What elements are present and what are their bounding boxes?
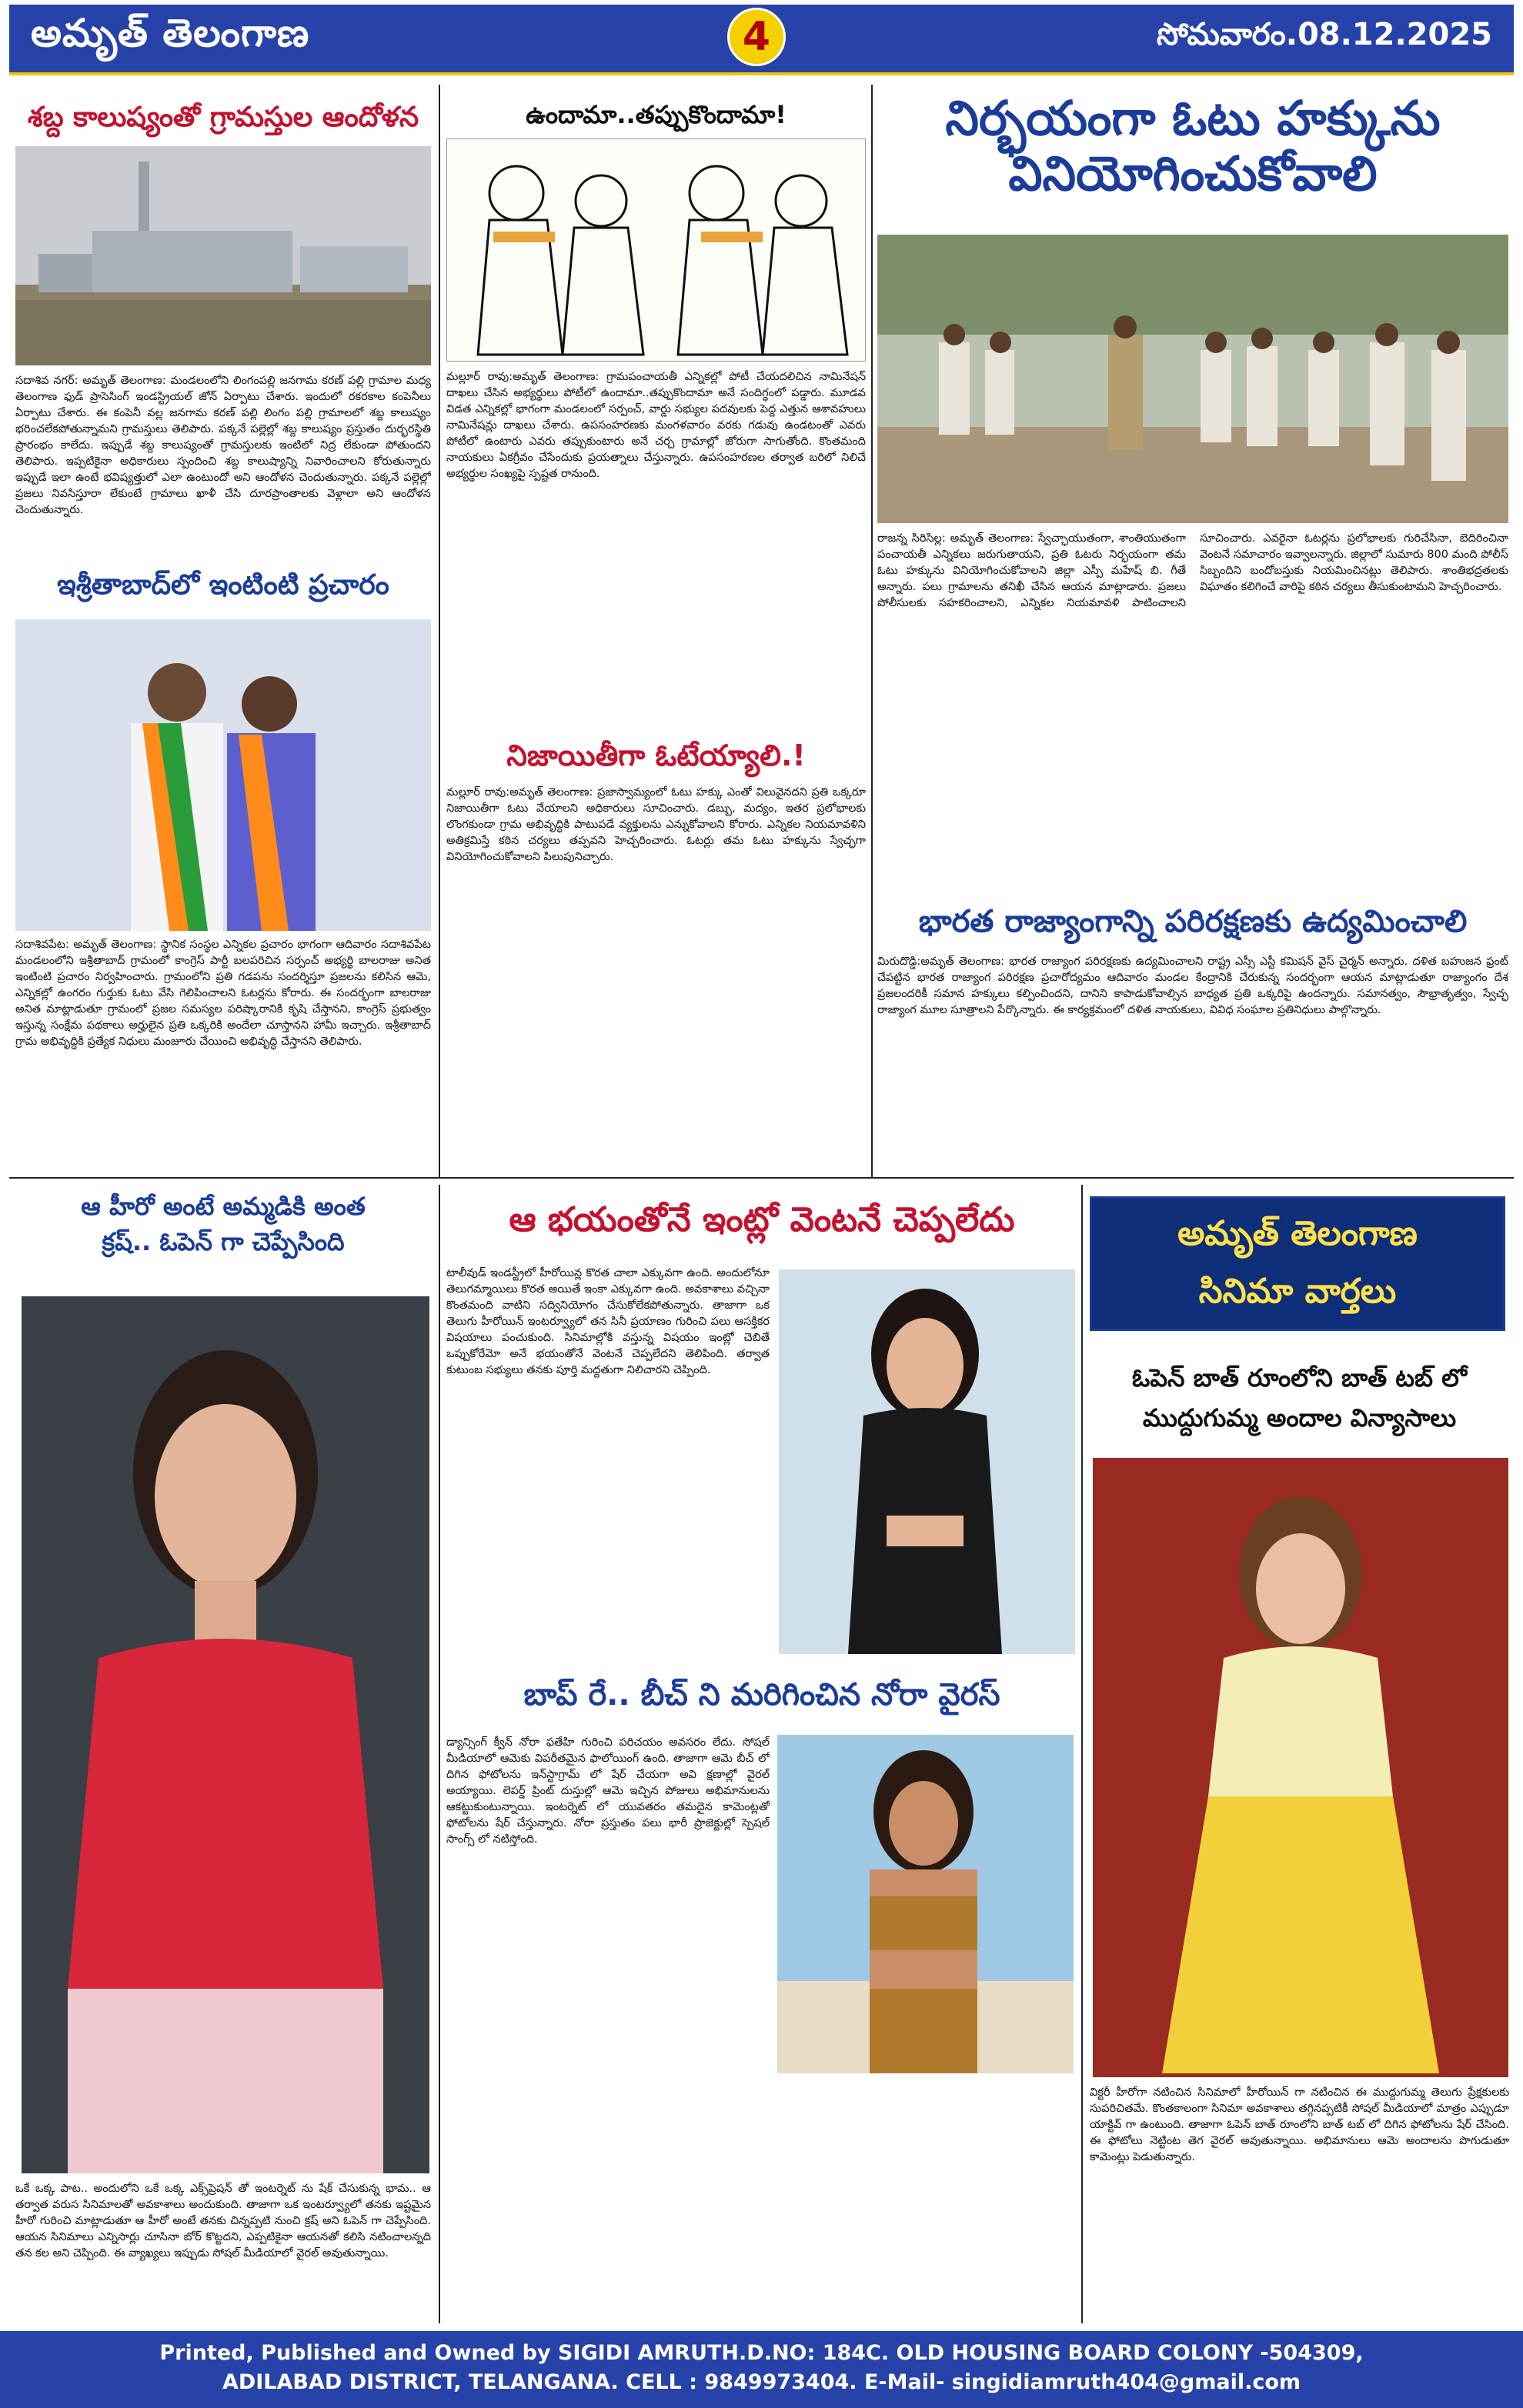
- police-meeting-photo: [877, 235, 1508, 523]
- actress-photo-2: [779, 1269, 1075, 1654]
- story2-headline: ఇశ్రీతాబాద్‌లో ఇంటింటి ప్రచారం: [57, 569, 389, 601]
- story5-headline: [877, 91, 1508, 202]
- story6-body: మిరుదొడ్డి:అమృత్ తెలంగాణ: భారత రాజ్యాంగ పరిరక్షణకు ఉద్యమించాలని రాష్ట్ర ఎస్సీ ఎస్టీ కమిషన్ వైస్ చైర్మన్ అన్నారు. దళిత బహుజన ఫ్రంట్ చేపట్టిన భారత రాజ్యాంగ పరిరక్షణ ప్రచారోద్యమం ఆదివారం మండల కేంద్రానికి చేరుకున్న సందర్భంగా ఆయన మాట్లాడుతూ రాజ్యాంగం దేశ ప్రజలందరికీ సమాన హక్కులు కల్పించిందని, దానిని కాపాడుకోవాల్సిన బాధ్యత ప్రతి ఒక్కరిపై ఉందన్నారు. సమానత్వం, సౌభ్రాతృత్వం, స్వేచ్ఛ రాజ్యాంగ మూల సూత్రాలని పేర్కొన్నారు. ఈ కార్యక్రమంలో దళిత నాయకులు, వివిధ సంఘాల ప్రతినిధులు పాల్గొన్నారు.: [877, 956, 1508, 1016]
- story8-headline: ఆ భయంతోనే ఇంట్లో వెంటనే చెప్పలేదు: [509, 1200, 1015, 1239]
- story6-headline: భారత రాజ్యాంగాన్ని పరిరక్షణకు ఉద్యమించాలి: [918, 904, 1468, 939]
- story4-body: మల్లూర్ రావు:అమృత్ తెలంగాణ: ప్రజాస్వామ్యంలో ఓటు హక్కు ఎంతో విలువైనదని ప్రతి ఒక్కరూ నిజాయితీగా ఓటు వేయాలని అధికారులు సూచించారు. డబ్బు, మద్యం, ఇతర ప్రలోభాలకు లొంగకుండా గ్రామ అభివృద్ధికి పాటుపడే వ్యక్తులను ఎన్నుకోవాలని కోరారు. ఎన్నికల నియమావళిని అతిక్రమిస్తే కఠిన చర్యలు తప్పవని హెచ్చరించారు. ఓటర్లు తమ ఓటు హక్కును స్వేచ్ఛగా వినియోగించుకోవాలని పిలుపునిచ్చారు.: [446, 786, 866, 863]
- story7-headline-line2: క్రష్.. ఓపెన్ గా చెప్పేసింది: [102, 1227, 345, 1256]
- story1-body: సదాశివ నగర్: అమృత్ తెలంగాణ: మండలంలోని లింగంపల్లి జనగామ కరణ్ పల్లి గ్రామాల మధ్య తెలంగాణ ఫుడ్ ప్రాసెసింగ్ ఇండస్ట్రియల్ జోన్ ఏర్పాటు చేశారు. ఇందులో రకరకాల కంపెనీలు ఏర్పాటు చేశారు. ఈ కంపెనీ వల్ల జనగామ కరణ్ పల్లి లింగం పల్లి గ్రామాలలో శబ్ద కాలుష్యం భరించలేకపోతున్నామని గ్రామస్తులు తెలిపారు. పక్కనే పల్లెల్లో శబ్ద కాలుష్యం ప్రస్తుతం దుర్భరస్థితి ప్రారంభం కాలేదు. ఇప్పుడే శబ్ద కాలుష్యంతో గ్రామస్తులకు ఇంటిలో నిద్ర లేకుండా పోతుందని తెలిపారు. ఇప్పటికైనా అధికారులు స్పందించి శబ్ద కాలుష్యాన్ని నివారించాలని కోరుతున్నారు ఇప్పుడే ఇలా ఉంటే భవిష్యత్తులో ఎలా ఉంటుందో అని ఆందోళన చెందుతున్నారు. పక్కనే పల్లెల్లో ప్రజలు నివసిస్తూరా లేకుంటే గ్రామాలు ఖాళీ చేసి దూరప్రాంతాలకు వెళ్లాలా అని ఆందోళన చెందుతున్నారు.: [15, 375, 431, 516]
- page-number: 4: [727, 8, 786, 66]
- story10-headline: [1090, 1358, 1509, 1438]
- story7-headline-line1: ఆ హీరో అంటే అమ్మడికి అంత: [81, 1192, 366, 1221]
- masthead-date: సోమవారం.08.12.2025: [1157, 17, 1492, 52]
- section-divider: [9, 1177, 1514, 1179]
- story4-headline: నిజాయితీగా ఓటేయ్యాలి.!: [506, 739, 806, 772]
- story9-body-part2: [446, 2077, 1074, 2323]
- banner-line1: అమృత్ తెలంగాణ: [1177, 1214, 1418, 1253]
- story10-headline-line2: ముద్దుగుమ్మ అందాల విన్యాసాలు: [1142, 1403, 1457, 1432]
- banner-line2: సినిమా వార్తలు: [1198, 1272, 1397, 1311]
- story5-headline-line1: నిర్భయంగా ఓటు హక్కును: [945, 90, 1441, 146]
- column-divider: [1081, 1185, 1083, 2323]
- footer-line2: ADILABAD DISTRICT, TELANGANA. CELL : 9849973404. E-Mail- singidiamruth404@gmail.com: [222, 2370, 1301, 2394]
- cinema-news-banner: [1090, 1196, 1505, 1331]
- column-divider: [439, 85, 440, 1177]
- actress-photo-1: [22, 1296, 429, 2173]
- story10-body: విక్టరీ హీరోగా నటించిన సినిమాలో హీరోయిన్ గా నటించిన ఈ ముద్దుగుమ్మ తెలుగు ప్రేక్షకులకు సుపరిచితమే. కొంతకాలంగా సినిమా అవకాశాలు తగ్గినప్పటికీ సోషల్ మీడియాలో మాత్రం ఎప్పుడూ యాక్టివ్ గా ఉంటుంది. తాజాగా ఓపెన్ బాత్ రూంలోని బాత్ టబ్ లో దిగిన ఫోటోలను షేర్ చేసింది. ఈ ఫోటోలు నెట్టింట తెగ వైరల్ అవుతున్నాయి. అభిమానులు ఆమె అందాలను పొగుడుతూ కామెంట్లు పెడుతున్నారు.: [1090, 2086, 1509, 2163]
- column-divider: [439, 1185, 440, 2323]
- actress-photo-4: [1093, 1458, 1508, 2077]
- footer-line1: Printed, Published and Owned by SIGIDI AMRUTH.D.NO: 184C. OLD HOUSING BOARD COLONY -504309,: [159, 2341, 1364, 2365]
- actress-photo-3: [777, 1735, 1074, 2073]
- story10-headline-line1: ఓపెన్ బాత్ రూంలోని బాత్ టబ్ లో: [1131, 1363, 1468, 1392]
- column-divider: [871, 85, 873, 1177]
- masthead-brand: అమృత్ తెలంగాణ: [31, 11, 310, 55]
- story8-body: టాలీవుడ్ ఇండస్ట్రీలో హీరోయిన్ల కొరత చాలా ఎక్కువగా ఉంది. అందులోనూ తెలుగమ్మాయిలు కొరత అయితే ఇంకా ఎక్కువగా ఉంది. అవకాశాలు వచ్చినా కొంతమంది వాటిని సద్వినియోగం చేసుకోలేకపోతున్నారు. తాజాగా ఒక తెలుగు హీరోయిన్ ఇంటర్వ్యూలో తన సినీ ప్రయాణం గురించి పలు ఆసక్తికర విషయాలు పంచుకుంది. సినిమాల్లోకి వస్తున్న విషయం ఇంట్లో చెబితే ఒప్పుకోరేమో అనే భయంతోనే వెంటనే చెప్పలేదని తెలిపింది. తర్వాత కుటుంబ సభ్యులు తనకు పూర్తి మద్దతుగా నిలిచారని చెప్పింది.: [446, 1267, 770, 1376]
- footer: [0, 2331, 1523, 2408]
- cartoon-headline: ఉందామా..తప్పుకొందామా!: [526, 100, 787, 129]
- story9-headline: బాప్ రే.. బీచ్ ని మరిగించిన నోరా వైరస్: [523, 1677, 1000, 1713]
- candidates-photo: [15, 619, 431, 931]
- story7-headline: [15, 1189, 431, 1259]
- story5-body: రాజన్న సిరిసిల్ల: అమృత్ తెలంగాణ: స్వేచ్ఛాయుతంగా, శాంతియుతంగా పంచాయతీ ఎన్నికలు జరుగుతాయని, ప్రతి ఓటరు నిర్భయంగా తమ ఓటు హక్కును వినియోగించుకోవాలని జిల్లా ఎస్పీ మహేష్ బి. గీతే అన్నారు. పలు గ్రామాలను తనిఖీ చేసిన ఆయన మాట్లాడారు. ప్రజలు పోలీసులకు సహకరించాలని, ఎన్నికల నియమావళి పాటించాలని సూచించారు. ఎవరైనా ఓటర్లను ప్రలోభాలకు గురిచేసినా, బెదిరించినా వెంటనే సమాచారం ఇవ్వాలన్నారు. జిల్లాలో సుమారు 800 మంది పోలీస్ సిబ్బందిని బందోబస్తుకు నియమించినట్లు తెలిపారు. శాంతిభద్రతలకు విఘాతం కలిగించే వారిపై కఠిన చర్యలు తీసుకుంటామని హెచ్చరించారు.: [877, 532, 1508, 609]
- story9-body-part1: డ్యాన్సింగ్ క్వీన్ నోరా ఫతేహి గురించి పరిచయం అవసరం లేదు. సోషల్ మీడియాలో ఆమెకు విపరీతమైన ఫాలోయింగ్ ఉంది. తాజాగా ఆమె బీచ్ లో దిగిన ఫోటోలను ఇన్‌స్టాగ్రామ్ లో షేర్ చేయగా అవి క్షణాల్లో వైరల్ అయ్యాయి. లెపర్డ్ ప్రింట్ దుస్తుల్లో ఆమె ఇచ్చిన పోజులు అభిమానులను ఆకట్టుకుంటున్నాయి. ఇంటర్నెట్ లో యువతరం తమదైన కామెంట్లతో ఫోటోలను షేర్ చేస్తున్నారు. నోరా ప్రస్తుతం పలు భారీ ప్రాజెక్టుల్లో స్పెషల్ సాంగ్స్ లో నటిస్తోంది.: [446, 1736, 770, 1846]
- factory-photo: [15, 146, 431, 365]
- story7-body: ఒకే ఒక్క పాట.. అందులోని ఒకే ఒక్క ఎక్స్‌ప్రెషన్ తో ఇంటర్నెట్ ను షేక్ చేసుకున్న భామ.. ఆ తర్వాత వరుస సినిమాలతో అవకాశాలు అందుకుంది. తాజాగా ఒక ఇంటర్వ్యూలో తనకు ఇష్టమైన హీరో గురించి మాట్లాడుతూ ఆ హీరో అంటే తనకు చిన్నప్పటి నుంచి క్రష్ అని ఓపెన్ గా చెప్పేసింది. ఆయన సినిమాలు ఎన్నిసార్లు చూసినా బోర్ కొట్టదని, ఎప్పటికైనా ఆయనతో కలిసి నటించాలన్నది తన కల అని చెప్పింది. ఈ వ్యాఖ్యలు ఇప్పుడు సోషల్ మీడియాలో వైరల్ అవుతున్నాయి.: [15, 2183, 431, 2260]
- story3-body: మల్లూర్ రావు:అమృత్ తెలంగాణ: గ్రామపంచాయతీ ఎన్నికల్లో పోటీ చేయదలిచిన నామినేషన్ దాఖలు చేసిన అభ్యర్థులు పోటీలో ఉందామా..తప్పుకొందామా అనే సందిగ్ధంలో పడ్డారు. మూడవ విడత ఎన్నికల్లో భాగంగా మండలంలో సర్పంచ్, వార్డు సభ్యుల పదవులకు పెద్ద ఎత్తున ఆశావహులు నామినేషన్లు దాఖలు చేశారు. ఉపసంహరణకు మంగళవారం వరకు గడువు ఉండటంతో ఎవరు పోటీలో ఉంటారు ఎవరు తప్పుకుంటారు అనే చర్చ గ్రామాల్లో జోరుగా సాగుతోంది. కొంతమంది నాయకులు ఏకగ్రీవం చేసేందుకు ప్రయత్నాలు చేస్తున్నారు. ఉపసంహరణల తర్వాత బరిలో నిలిచే అభ్యర్థుల సంఖ్యపై స్పష్టత రానుంది.: [446, 371, 866, 480]
- story1-headline: శబ్ద కాలుష్యంతో గ్రామస్తుల ఆందోళన: [27, 102, 419, 133]
- story5-headline-line2: వినియోగించుకోవాలి: [1008, 145, 1378, 202]
- story2-body: సదాశివపేట: అమృత్ తెలంగాణ: స్థానిక సంస్థల ఎన్నికల ప్రచారం భాగంగా ఆదివారం సదాశివపేట మండలంలోని ఇశ్రీతాబాద్ గ్రామంలో కాంగ్రెస్ పార్టీ బలపరిచిన సర్పంచ్ అభ్యర్థి బాలరాజు అనిత ఇంటింటి ప్రచారం నిర్వహించారు. గ్రామంలోని ప్రతి గడపను సందర్శిస్తూ ప్రజలను కలిసిన ఆమె, ఎన్నికల్లో ఉంగరం గుర్తుకు ఓటు వేసి గెలిపించాలని ఓటర్లను కోరారు. ఈ సందర్భంగా బాలరాజు అనిత మాట్లాడుతూ గ్రామంలో ప్రజల సమస్యల పరిష్కారానికి కృషి చేస్తానని, కాంగ్రెస్ ప్రభుత్వం ఇస్తున్న సంక్షేమ పథకాలు అర్హులైన ప్రతి ఒక్కరికి అందేలా చూస్తానని హామీ ఇచ్చారు. ఇశ్రీతాబాద్ గ్రామ అభివృద్ధికి ప్రత్యేక నిధులు మంజూరు చేయించి అభివృద్ధి చేస్తానని తెలిపారు.: [15, 939, 431, 1048]
- cartoon-image: [446, 138, 866, 362]
